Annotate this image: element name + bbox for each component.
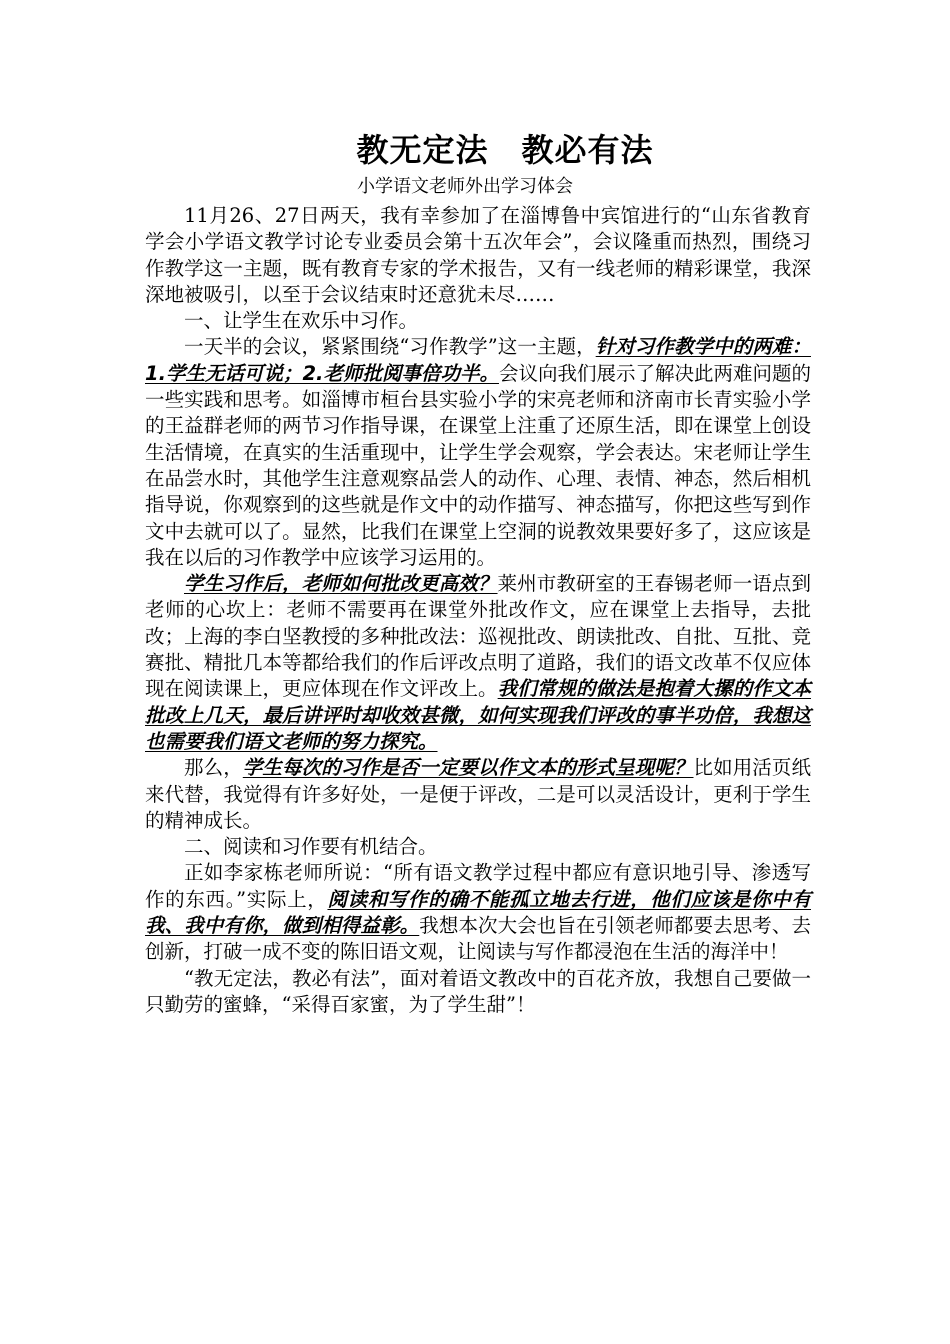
document-subtitle: 小学语文老师外出学习体会 <box>357 176 573 197</box>
paragraph-text: 会议向我们展示了解决此两难问题的一些实践和思考。如淄博市桓台县实验小学的宋亮老师和济南市长青实验小学的王益群老师的两节习作指导课，在课堂上注重了还原生活，即在课堂上创设生活情境，在真实的生活重现中，让学生学会观察，学会表达。宋老师让学生在品尝水时，其他学生注意观察品尝人的动作、心理、表情、神态，然后相机指导说，你观察到的这些就是作文中的动作描写、神态描写，你把这些写到作文中去就可以了。显然，比我们在课堂上空洞的说教效果要好多了，这应该是我在以后的习作教学中应该学习运用的。 <box>145 361 811 569</box>
paragraph-text: “教无定法，教必有法”，面对着语文教改中的百花齐放，我想自己要做一只勤劳的蜜蜂，“采得百家蜜，为了学生甜”！ <box>145 966 811 1016</box>
paragraph <box>145 755 811 834</box>
paragraph-text: 正如李家栋老师所说：“所有语文教学过程中都应有意识地引导、渗透写作的东西。”实际上， <box>145 861 811 911</box>
paragraph <box>145 571 811 755</box>
paragraph-text: 二、阅读和习作要有机结合。 <box>184 835 438 859</box>
document-title: 教无定法 教必有法 <box>356 131 654 169</box>
document-body <box>145 203 811 1018</box>
paragraph <box>145 308 811 334</box>
paragraph-text: 我想本次大会也旨在引领老师都要去思考、去创新，打破一成不变的陈旧语文观，让阅读与写作都浸泡在生活的海洋中！ <box>145 914 811 964</box>
paragraph-text: 比如用活页纸来代替，我觉得有许多好处，一是便于评改，二是可以灵活设计，更利于学生的精神成长。 <box>145 756 811 832</box>
paragraph <box>145 966 811 1019</box>
paragraph-text: 11月26、27日两天，我有幸参加了在淄博鲁中宾馆进行的“山东省教育学会小学语文教学讨论专业委员会第十五次年会”，会议隆重而热烈，围绕习作教学这一主题，既有教育专家的学术报告，又有一线老师的精彩课堂，我深深地被吸引，以至于会议结束时还意犹未尽…… <box>145 204 811 306</box>
paragraph-text: 一天半的会议，紧紧围绕“习作教学”这一主题， <box>184 335 596 359</box>
paragraph-text: 莱州市教研室的王春锡老师一语点到老师的心坎上：老师不需要再在课堂外批改作文，应在课堂上去指导，去批改；上海的李白坚教授的多种批改法：巡视批改、朗读批改、自批、互批、竞赛批、精批几本等都给我们的作后评改点明了道路，我们的语文改革不仅应体现在阅读课上，更应体现在作文评改上。 <box>145 572 811 701</box>
emphasized-text: 针对习作教学中的两难：1.学生无话可说；2.老师批阅事倍功半。 <box>145 335 811 385</box>
emphasized-text: 我们常规的做法是抱着大摞的作文本批改上几天，最后讲评时却收效甚微，如何实现我们评改的事半功倍，我想这也需要我们语文老师的努力探究。 <box>145 677 811 753</box>
paragraph-text: 那么， <box>184 756 243 780</box>
paragraph-text: 一、让学生在欢乐中习作。 <box>184 309 419 333</box>
paragraph <box>145 334 811 571</box>
emphasized-text: 学生习作后，老师如何批改更高效？ <box>184 572 498 596</box>
paragraph <box>145 860 811 965</box>
emphasized-text: 学生每次的习作是否一定要以作文本的形式呈现呢？ <box>242 756 694 780</box>
emphasized-text: 阅读和写作的确不能孤立地去行进，他们应该是你中有我、我中有你，做到相得益彰。 <box>145 887 811 938</box>
paragraph <box>145 834 811 860</box>
paragraph <box>145 203 811 308</box>
